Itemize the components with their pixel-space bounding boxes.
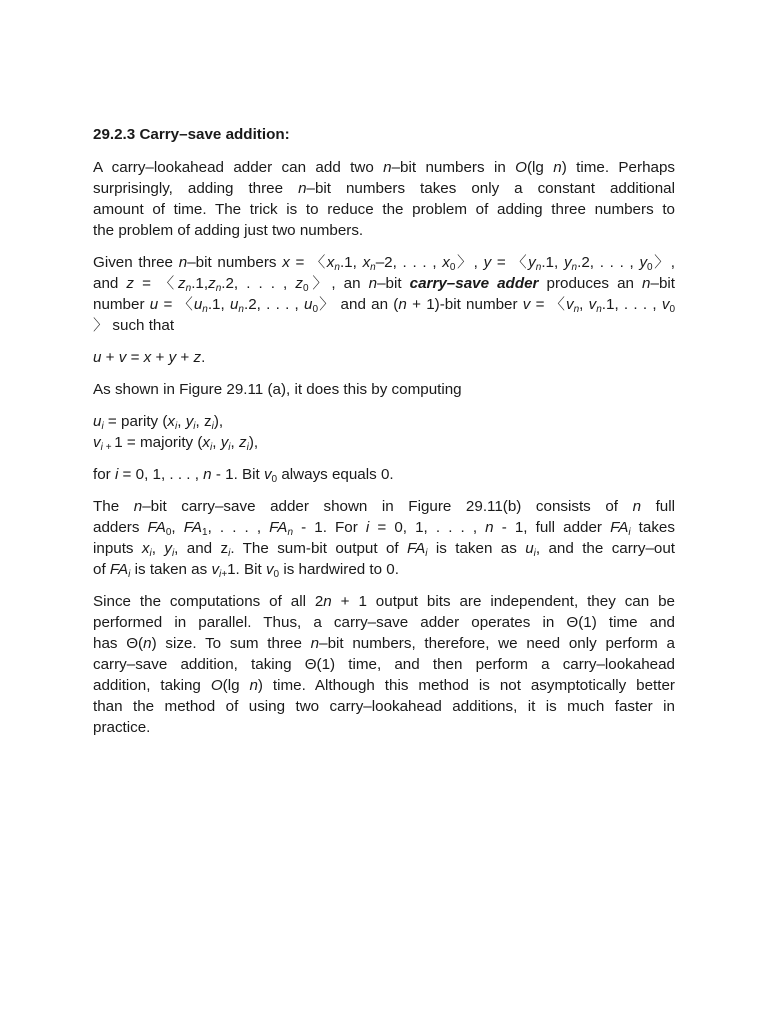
conclusion-line-3: has Θ(n) size. To sum three n–bit numbers, therefore, we need only perform a: [93, 635, 675, 652]
intro-line-4: the problem of adding just two numbers.: [93, 222, 364, 239]
conclusion-line-2: performed in parallel. Thus, a carry–save adder operates in Θ(1) time and: [93, 614, 675, 631]
adders-line-1: The n–bit carry–save adder shown in Figure 29.11(b) consists of n full: [93, 498, 676, 515]
paragraph-conclusion: [93, 591, 675, 738]
intro-line-3: amount of time. The trick is to reduce the problem of adding three numbers to: [93, 201, 675, 218]
definition-line-3: number u = 〈$u_n.1$, $u_n.2$, . . . , $u_0$〉 and an (n + 1)-bit number v = 〈$v_n$, $v_n.1$, . . . , $v_0$: [93, 296, 675, 315]
definition-line-1: Given three n–bit numbers x = 〈$x_n.1$, $x_n-2$, . . . , $x_0$〉, y = 〈$y_n.1$, $y_n.2$, . . . , $y_0$〉,: [93, 254, 676, 273]
conclusion-line-7: practice.: [93, 719, 151, 736]
intro-line-2: surprisingly, adding three n–bit numbers takes only a constant additional: [93, 180, 676, 197]
paragraph-figure-ref: As shown in Figure 29.11 (a), it does this by computing: [93, 381, 462, 398]
definition-line-2: and z = 〈$z_n.1,z_n.2$, . . . , $z_0$〉, an n–bit carry–save adder produces an n–bit: [93, 275, 675, 294]
parity-line: $u_i$ = parity ($x_i$, $y_i$, $z_i$),: [93, 413, 224, 432]
paragraph-range: for i = 0, 1, . . . , n - 1. Bit $v_0$ always equals 0.: [93, 466, 394, 485]
conclusion-line-4: carry–save addition, taking Θ(1) time, and then perform a carry–lookahead: [93, 656, 675, 673]
document-page: [93, 124, 675, 749]
paragraph-intro: [93, 157, 675, 241]
conclusion-line-5: addition, taking O(lg n) time. Although this method is not asymptotically better: [93, 677, 675, 694]
adders-line-2: adders $FA_0$, $FA_1$, . . . , $FA_n - 1$. For i = 0, 1, . . . , n - 1, full adder $FA_i$ takes: [93, 519, 675, 538]
section-heading: 29.2.3 Carry–save addition:: [93, 126, 290, 143]
equation-sum: u + v = x + y + z.: [93, 349, 206, 366]
conclusion-line-6: than the method of using two carry–lookahead additions, it is much faster in: [93, 698, 675, 715]
adders-line-4: of $FA_i$ is taken as $v_{i+}1$. Bit $v_0$ is hardwired to 0.: [93, 561, 399, 580]
paragraph-full-adders: [93, 496, 675, 580]
paragraph-definition: [93, 252, 675, 336]
majority-line: $v_{i +}$ 1 = majority ($x_i$, $y_i$, $z_i$),: [93, 434, 259, 453]
equation-parity-majority: [93, 411, 675, 453]
conclusion-line-1: Since the computations of all 2n + 1 output bits are independent, they can be: [93, 593, 675, 610]
adders-line-3: inputs $x_i$, $y_i$, and $z_i$. The sum-bit output of $FA_i$ is taken as $u_i$, and the carry–out: [93, 540, 676, 559]
intro-line-1: A carry–lookahead adder can add two n–bit numbers in O(lg n) time. Perhaps: [93, 159, 675, 176]
definition-line-4: 〉 such that: [93, 317, 175, 334]
